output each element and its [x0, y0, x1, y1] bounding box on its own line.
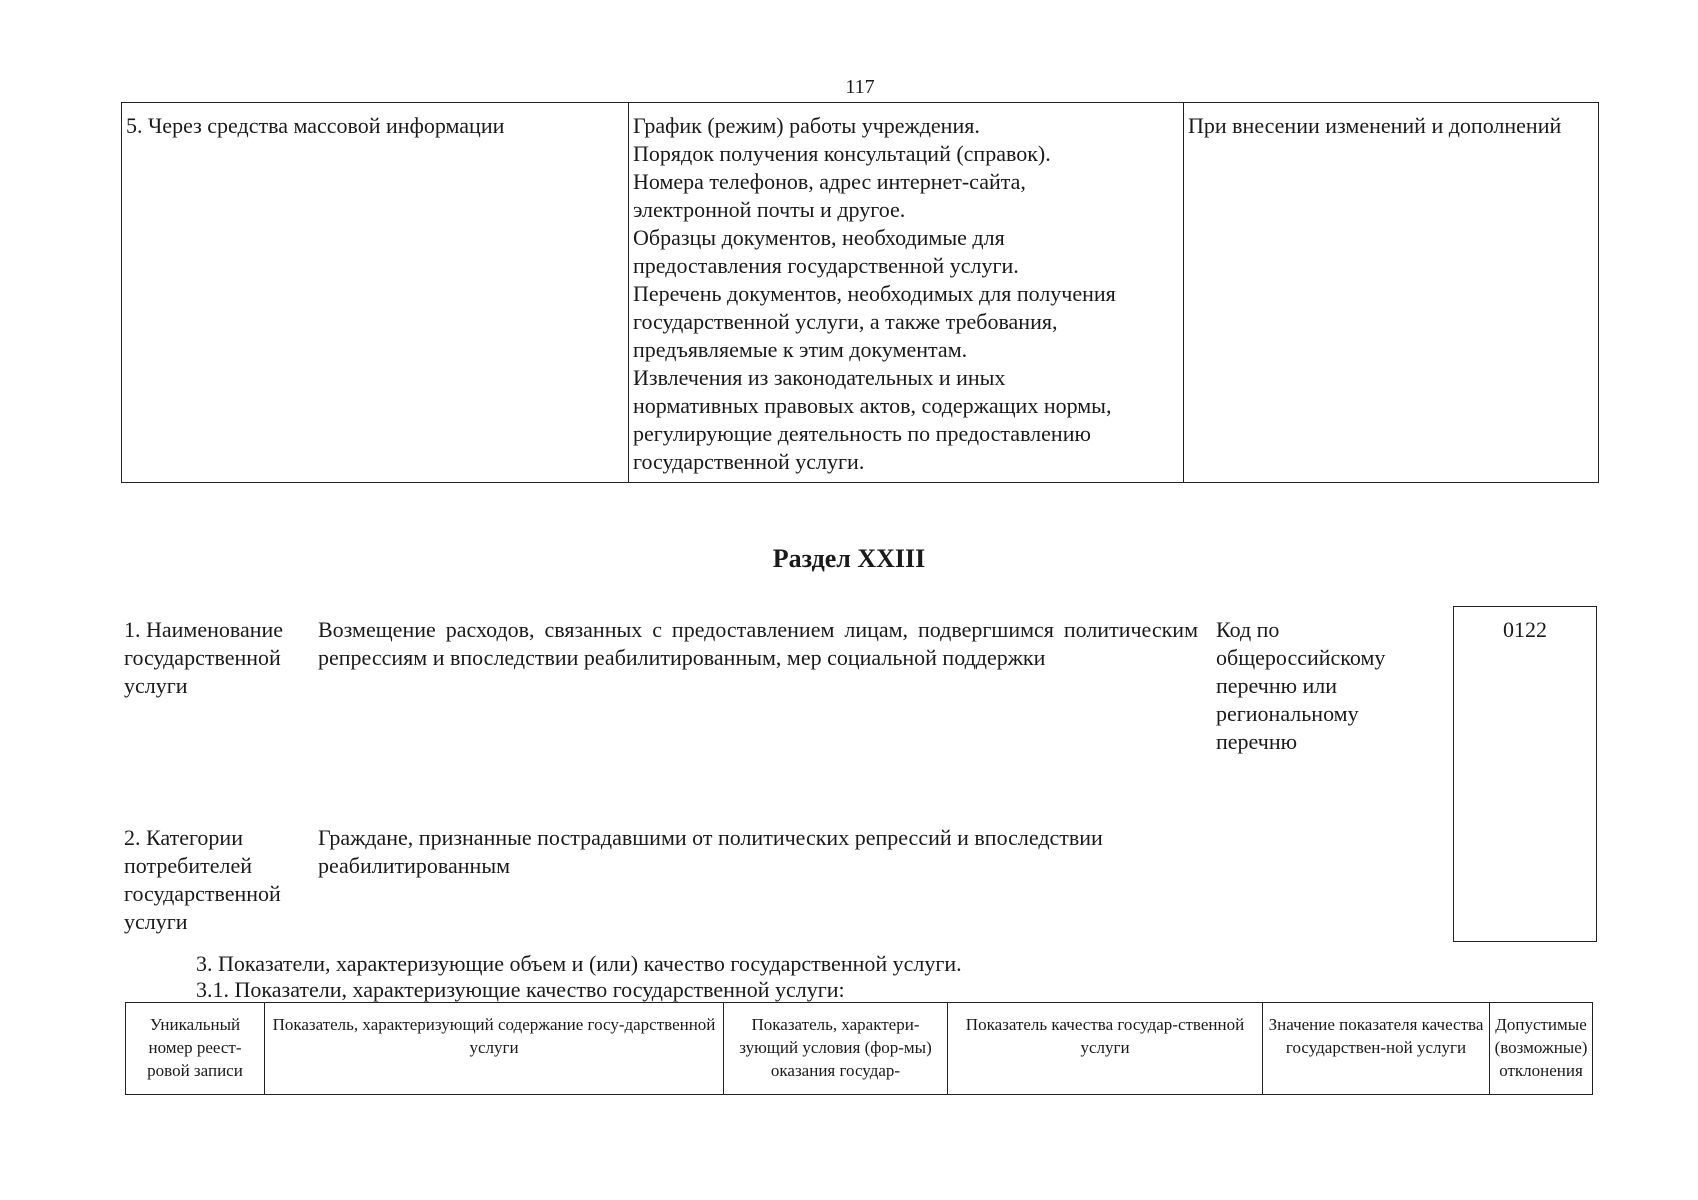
content-line: Порядок получения консультаций (справок). [633, 141, 1051, 166]
method-cell: 5. Через средства массовой информации [122, 103, 629, 483]
content-line: государственной услуги. [633, 449, 865, 474]
table-header-row [126, 1003, 1593, 1095]
page-number: 117 [845, 76, 875, 98]
section-title: Раздел XXIII [772, 544, 926, 573]
quality-indicators-table [125, 1002, 1593, 1095]
header-allowed-deviations: Допустимые (возможные) отклонения [1490, 1003, 1593, 1095]
table-row [122, 103, 1599, 483]
code-label: Код по общероссийскому перечню или региональному перечню [1216, 617, 1386, 754]
consumer-category-label: 2. Категории потребителей государственной услуги [124, 825, 281, 934]
consumer-category-value: Граждане, признанные пострадавшими от политических репрессий и впоследствии реабилитированным [318, 825, 1103, 878]
header-indicator-value: Значение показателя качества государствен-ной услуги [1263, 1003, 1490, 1095]
content-line: предоставления государственной услуги. [633, 253, 1019, 278]
header-service-conditions: Показатель, характери-зующий условия (фор-мы) оказания государ- [724, 1003, 948, 1095]
content-line: Перечень документов, необходимых для получения [633, 281, 1116, 306]
content-cell [629, 103, 1184, 483]
content-line: регулирующие деятельность по предоставлению [633, 421, 1091, 446]
content-line: государственной услуги, а также требования, [633, 309, 1058, 334]
indicators-heading: 3. Показатели, характеризующие объем и (или) качество государственной услуги. [196, 951, 962, 976]
code-box: 0122 [1453, 606, 1597, 942]
content-line: График (режим) работы учреждения. [633, 113, 980, 138]
dissemination-table [121, 102, 1599, 483]
content-line: Образцы документов, необходимые для [633, 225, 1005, 250]
content-line: электронной почты и другое. [633, 197, 906, 222]
quality-indicators-heading: 3.1. Показатели, характеризующие качество государственной услуги: [196, 977, 845, 1002]
service-name-value: Возмещение расходов, связанных с предоставлением лицам, подвергшимся политическим репрессиям и впоследствии реабилитированным, мер социальной поддержки [318, 617, 1198, 670]
content-line: Номера телефонов, адрес интернет-сайта, [633, 169, 1026, 194]
header-quality-indicator: Показатель качества государ-ственной услуги [948, 1003, 1263, 1095]
header-service-content: Показатель, характеризующий содержание госу-дарственной услуги [265, 1003, 724, 1095]
content-line: нормативных правовых актов, содержащих нормы, [633, 393, 1112, 418]
service-name-label: 1. Наименование государственной услуги [124, 617, 284, 698]
frequency-cell: При внесении изменений и дополнений [1184, 103, 1599, 483]
content-line: предъявляемые к этим документам. [633, 337, 968, 362]
header-registry-number: Уникальный номер реест-ровой записи [126, 1003, 265, 1095]
content-line: Извлечения из законодательных и иных [633, 365, 1006, 390]
